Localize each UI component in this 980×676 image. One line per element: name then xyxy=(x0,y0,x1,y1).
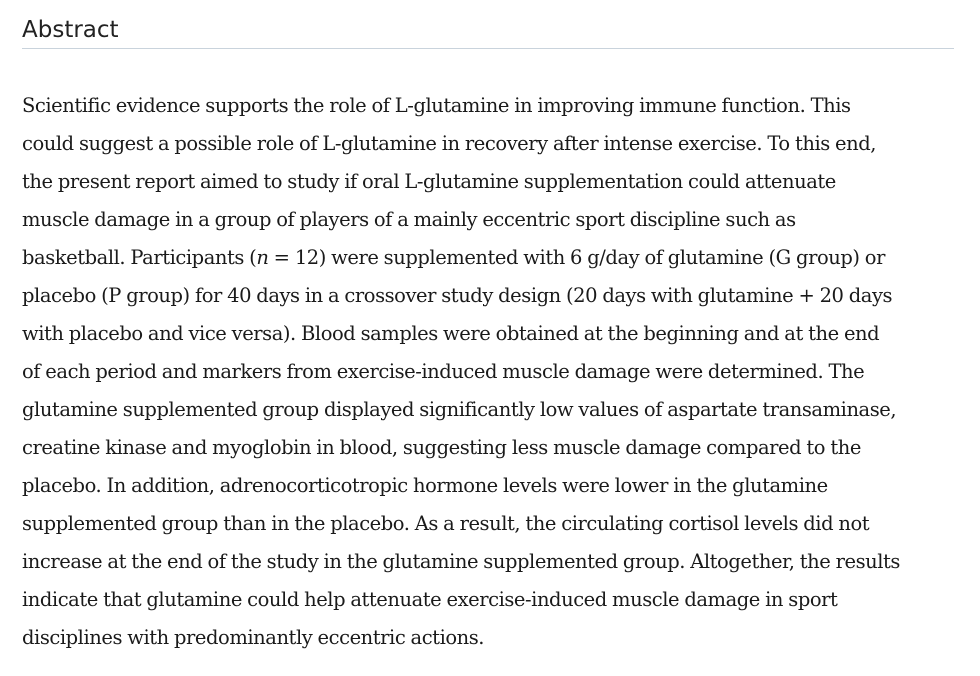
abstract-line: Scientific evidence supports the role of L-glutamine in improving immune function. This xyxy=(22,94,851,117)
abstract-text xyxy=(22,49,954,657)
abstract-line: placebo. In addition, adrenocorticotropic hormone levels were lower in the glutamine xyxy=(22,474,828,497)
abstract-line: increase at the end of the study in the glutamine supplemented group. Altogether, the results xyxy=(22,550,900,573)
abstract-line: creatine kinase and myoglobin in blood, suggesting less muscle damage compared to the xyxy=(22,436,861,459)
abstract-section xyxy=(22,0,954,657)
abstract-line: disciplines with predominantly eccentric actions. xyxy=(22,626,485,649)
abstract-line: glutamine supplemented group displayed significantly low values of aspartate transaminase, xyxy=(22,398,897,421)
abstract-line: with placebo and vice versa). Blood samples were obtained at the beginning and at the end xyxy=(22,322,880,345)
abstract-line: placebo (P group) for 40 days in a crossover study design (20 days with glutamine + 20 days xyxy=(22,284,893,307)
abstract-heading: Abstract xyxy=(22,0,954,49)
abstract-line: supplemented group than in the placebo. As a result, the circulating cortisol levels did not xyxy=(22,512,870,535)
abstract-line: indicate that glutamine could help attenuate exercise-induced muscle damage in sport xyxy=(22,588,838,611)
abstract-line-part: basketball. Participants ( xyxy=(22,246,257,269)
sample-size-symbol: n xyxy=(256,246,269,269)
abstract-line: of each period and markers from exercise-induced muscle damage were determined. The xyxy=(22,360,865,383)
abstract-line xyxy=(22,239,954,277)
abstract-line: muscle damage in a group of players of a mainly eccentric sport discipline such as xyxy=(22,208,796,231)
abstract-line: could suggest a possible role of L-glutamine in recovery after intense exercise. To this end, xyxy=(22,132,877,155)
abstract-line: the present report aimed to study if oral L-glutamine supplementation could attenuate xyxy=(22,170,836,193)
abstract-line-part: = 12) were supplemented with 6 g/day of glutamine (G group) or xyxy=(268,246,885,269)
